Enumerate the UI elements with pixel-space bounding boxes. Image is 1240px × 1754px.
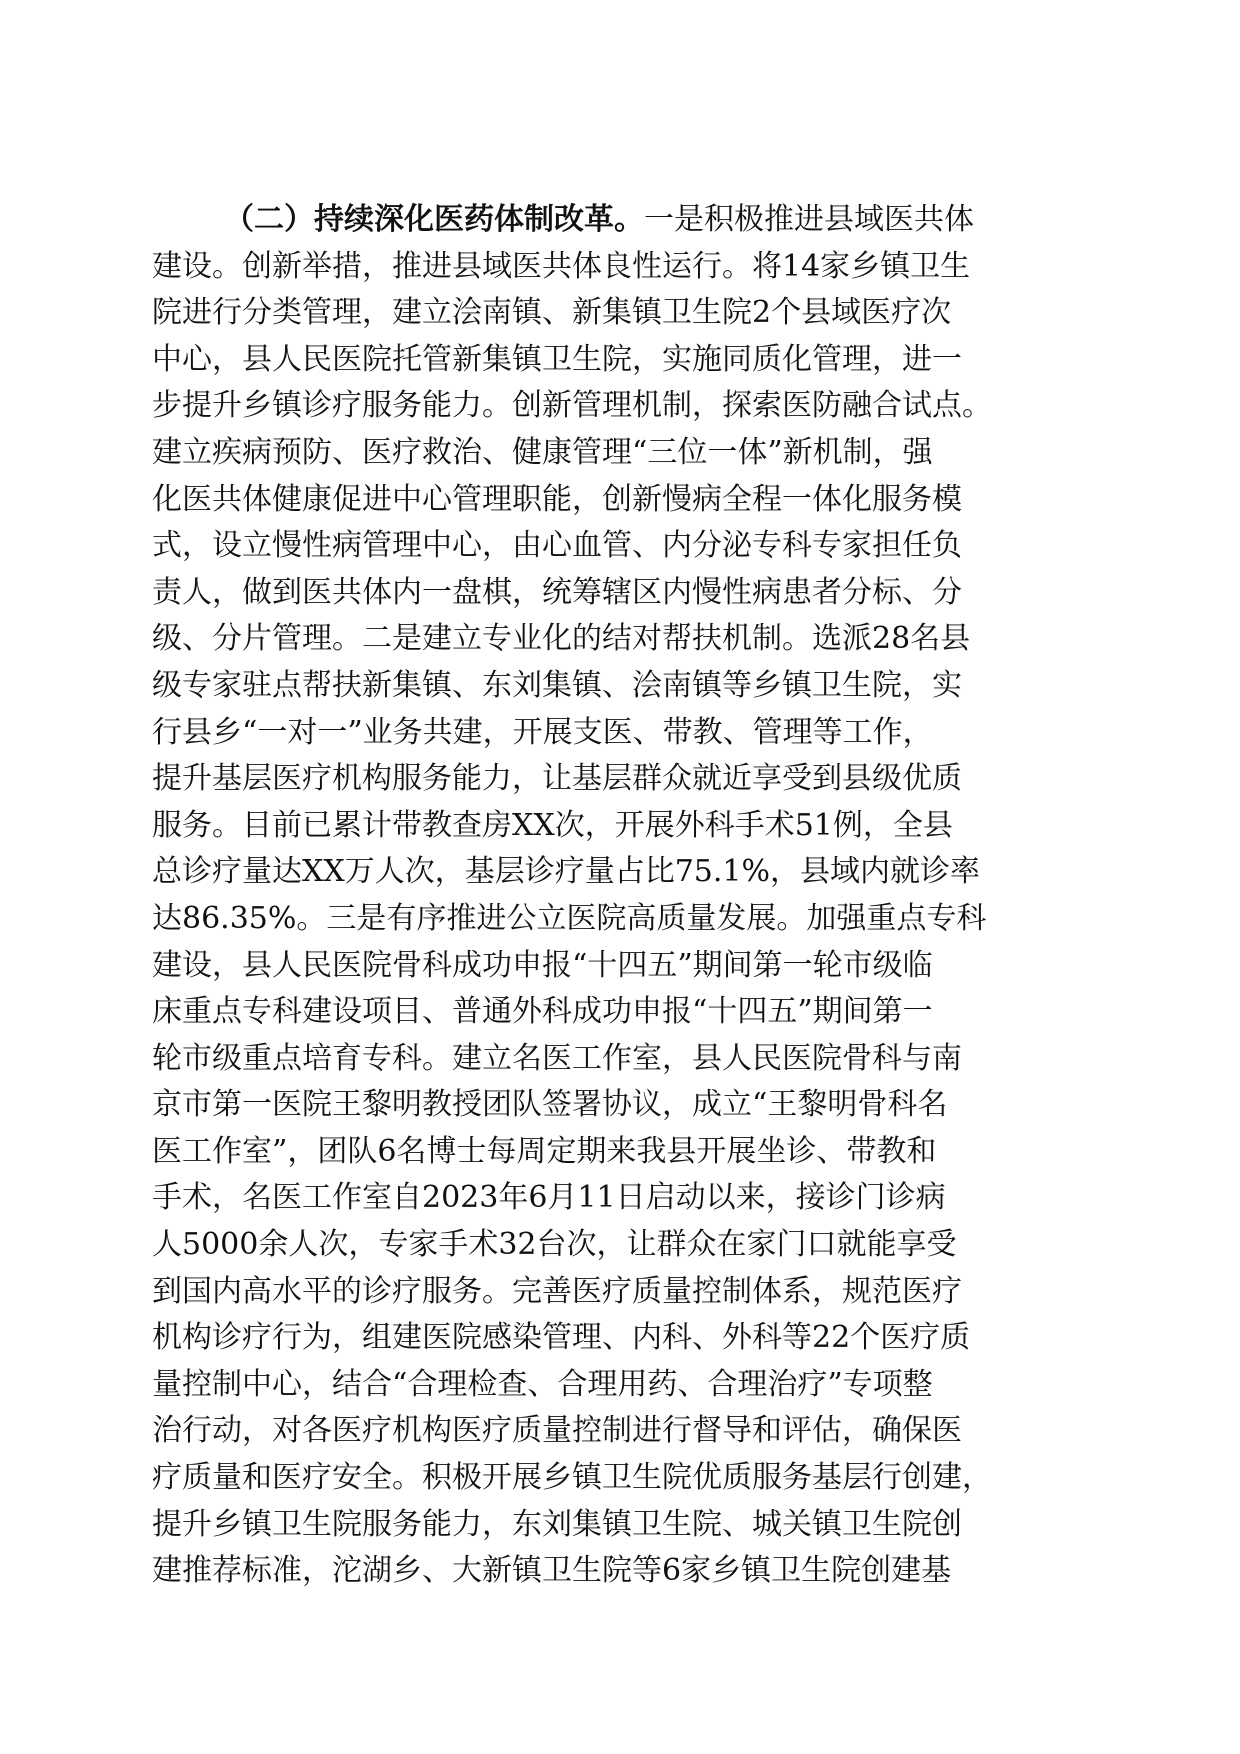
text-line: 提升基层医疗机构服务能力，让基层群众就近享受到县级优质 <box>152 761 962 797</box>
text-line: 京市第一医院王黎明教授团队签署协议，成立“王黎明骨科名 <box>152 1087 948 1123</box>
text-line: 式，设立慢性病管理中心，由心血管、内分泌专科专家担任负 <box>152 528 962 564</box>
text-line: 手术，名医工作室自2023年6月11日启动以来，接诊门诊病 <box>152 1180 946 1216</box>
text-line: 人5000余人次，专家手术32台次，让群众在家门口就能享受 <box>152 1227 957 1263</box>
text-line: 床重点专科建设项目、普通外科成功申报“十四五”期间第一 <box>152 994 933 1030</box>
text-line: 行县乡“一对一”业务共建，开展支医、带教、管理等工作， <box>152 714 933 750</box>
text-line: 中心，县人民医院托管新集镇卫生院，实施同质化管理，进一 <box>152 341 962 377</box>
text-line: 化医共体健康促进中心管理职能，创新慢病全程一体化服务模 <box>152 481 962 517</box>
text-line: 步提升乡镇诊疗服务能力。创新管理机制，探索医防融合试点。 <box>152 388 992 424</box>
text-line: 建设。创新举措，推进县域医共体良性运行。将14家乡镇卫生 <box>152 248 971 284</box>
text-line: 建设，县人民医院骨科成功申报“十四五”期间第一轮市级临 <box>152 947 933 983</box>
text-line: 级专家驻点帮扶新集镇、东刘集镇、浍南镇等乡镇卫生院，实 <box>152 667 962 703</box>
text-line: 总诊疗量达XX万人次，基层诊疗量占比75.1%，县域内就诊率 <box>152 854 981 890</box>
text-line: 疗质量和医疗安全。积极开展乡镇卫生院优质服务基层行创建， <box>152 1460 992 1496</box>
text-line: 责人，做到医共体内一盘棋，统筹辖区内慢性病患者分标、分 <box>152 574 962 610</box>
text-line: 治行动，对各医疗机构医疗质量控制进行督导和评估，确保医 <box>152 1413 962 1449</box>
text-line: 一是积极推进县域医共体 <box>644 202 974 237</box>
section-heading: （二）持续深化医药体制改革。 <box>224 202 644 237</box>
text-line: 轮市级重点培育专科。建立名医工作室，县人民医院骨科与南 <box>152 1040 962 1076</box>
body-text <box>152 197 1072 1595</box>
text-line: 机构诊疗行为，组建医院感染管理、内科、外科等22个医疗质 <box>152 1320 971 1356</box>
text-line: 服务。目前已累计带教查房XX次，开展外科手术51例，全县 <box>152 807 953 843</box>
text-line: 院进行分类管理，建立浍南镇、新集镇卫生院2个县域医疗次 <box>152 295 952 331</box>
text-line: 建推荐标准，沱湖乡、大新镇卫生院等6家乡镇卫生院创建基 <box>152 1553 952 1589</box>
text-line: 提升乡镇卫生院服务能力，东刘集镇卫生院、城关镇卫生院创 <box>152 1506 962 1542</box>
text-line: 建立疾病预防、医疗救治、健康管理“三位一体”新机制，强 <box>152 434 933 470</box>
text-line: 医工作室”，团队6名博士每周定期来我县开展坐诊、带教和 <box>152 1133 937 1169</box>
text-line: 到国内高水平的诊疗服务。完善医疗质量控制体系，规范医疗 <box>152 1273 962 1309</box>
paragraph-first-line <box>152 197 1072 244</box>
text-line: 级、分片管理。二是建立专业化的结对帮扶机制。选派28名县 <box>152 621 971 657</box>
text-line: 达86.35%。三是有序推进公立医院高质量发展。加强重点专科 <box>152 900 987 936</box>
text-line: 量控制中心，结合“合理检查、合理用药、合理治疗”专项整 <box>152 1366 933 1402</box>
